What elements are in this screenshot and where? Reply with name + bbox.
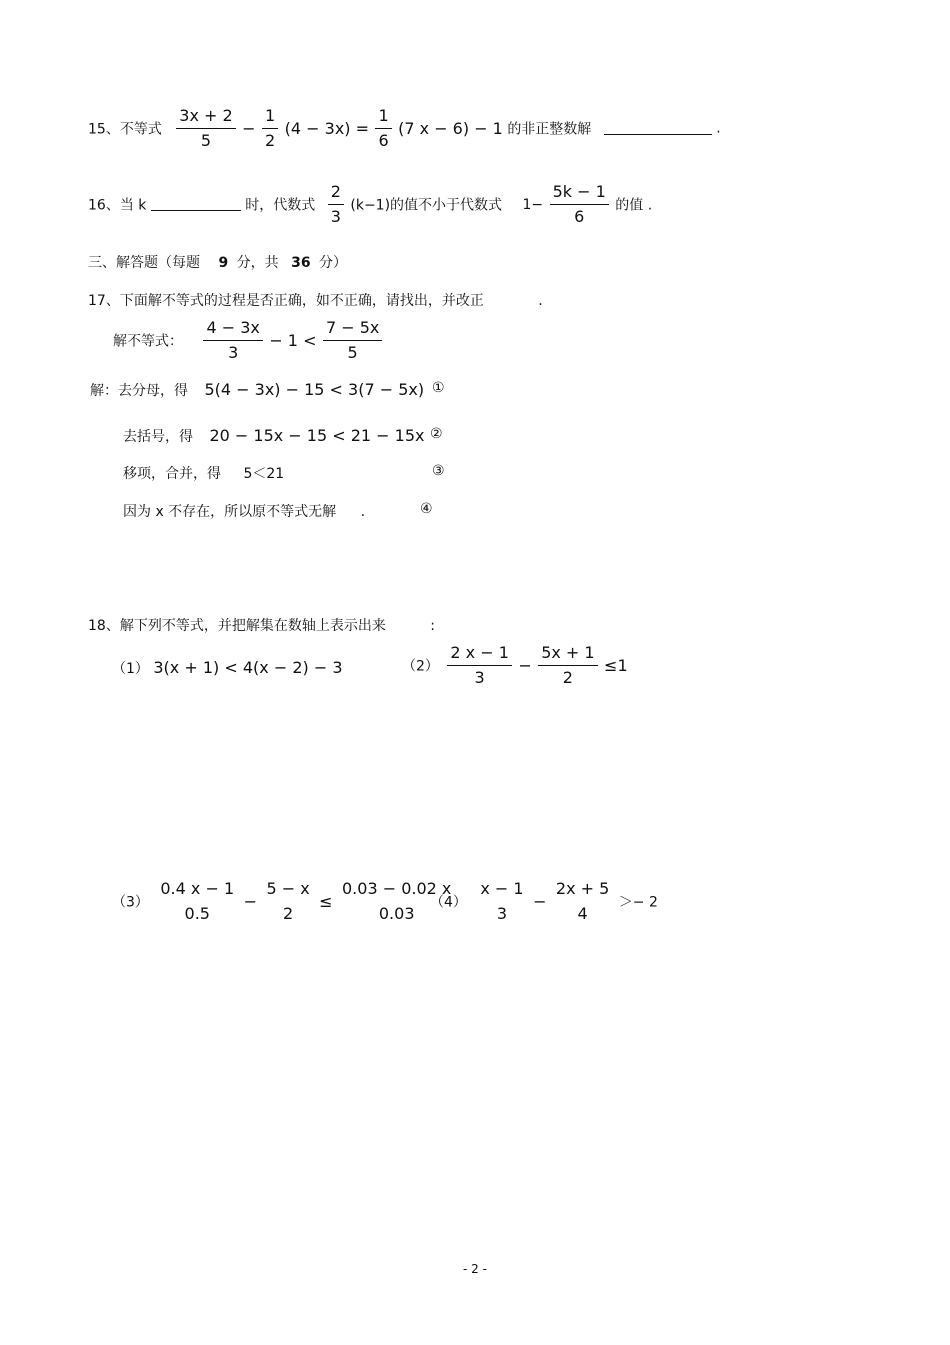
q15-prefix: 15、不等式	[88, 121, 162, 138]
q17-fraction-2: $\frac{7 - 5x}{5}$	[323, 318, 382, 363]
q18-p3-fraction-3: 0.03 − 0.02 x 0.03	[342, 879, 452, 923]
q18-part-1: （1） 3(x + 1) < 4(x − 2) − 3	[112, 658, 343, 677]
question-17-title: 17、下面解不等式的过程是否正确，如不正确，请找出，并改正 .	[88, 293, 543, 309]
q15-fraction-2: $\frac{1}{2}$	[262, 106, 278, 151]
q18-part-4: （4） x − 1 3 − 2x + 5 4 ＞− 2	[430, 879, 658, 923]
question-18-title: 18、解下列不等式，并把解集在数轴上表示出来 :	[88, 618, 435, 634]
q18-p2-fraction-1: $\frac{2 x - 1}{3}$	[447, 643, 512, 688]
q18-part-3: （3） 0.4 x − 1 0.5 − 5 − x 2 ≤ 0.03 − 0.02 x 0.03	[112, 879, 456, 924]
page-number: - 2 -	[463, 1262, 487, 1276]
q18-p4-fraction-2: 2x + 5 4	[555, 879, 610, 923]
q18-p3-fraction-1: 0.4 x − 1 0.5	[160, 879, 235, 923]
q17-fraction-1: $\frac{4 - 3x}{3}$	[203, 318, 262, 363]
q18-p4-fraction-1: x − 1 3	[480, 879, 524, 923]
q17-step-2-mark: ②	[430, 426, 443, 442]
q16-answer-blank	[151, 198, 241, 211]
q17-step-2: 去括号，得 20 − 15x − 15 < 21 − 15x	[123, 426, 425, 445]
section-3-heading: 三、解答题（每题 9 分，共 36 分）	[88, 255, 348, 271]
q17-step-1: 解：去分母，得 5(4 − 3x) − 15 < 3(7 − 5x)	[90, 380, 425, 399]
question-16: 16、当 k 时，代数式 $\frac{2}{3}$ (k−1)的值不小于代数式 1− $\frac{5k - 1}{6}$ 的值 .	[88, 182, 653, 226]
question-17-inequality: 解不等式： $\frac{4 - 3x}{3}$ − 1 < $\frac{7 - 5x}{5}$	[113, 318, 384, 363]
q15-answer-blank	[604, 122, 712, 135]
q17-step-4-mark: ④	[420, 501, 433, 517]
q16-fraction-1: $\frac{2}{3}$	[328, 182, 344, 227]
q15-fraction-1: $\frac{3x + 2}{5}$	[176, 106, 235, 151]
q17-step-1-mark: ①	[432, 380, 445, 396]
q15-fraction-3: $\frac{1}{6}$	[375, 106, 391, 151]
q17-step-3-mark: ③	[432, 463, 445, 479]
q17-step-4: 因为 x 不存在，所以原不等式无解 .	[123, 504, 366, 520]
question-15: 15、不等式 $\frac{3x + 2}{5}$ − $\frac{1}{2}$ (4 − 3x) = $\frac{1}{6}$ (7 x − 6) − 1 的非正整数解 .	[88, 106, 721, 150]
q17-step-3: 移项，合并，得 5＜21	[123, 466, 285, 482]
q16-fraction-2: $\frac{5k - 1}{6}$	[550, 182, 609, 227]
q18-p2-fraction-2: $\frac{5x + 1}{2}$	[538, 643, 597, 688]
q18-part-2: （2） $\frac{2 x - 1}{3}$ − $\frac{5x + 1}{2}$ ≤1	[402, 643, 628, 687]
q18-p3-fraction-2: 5 − x 2	[266, 879, 310, 923]
